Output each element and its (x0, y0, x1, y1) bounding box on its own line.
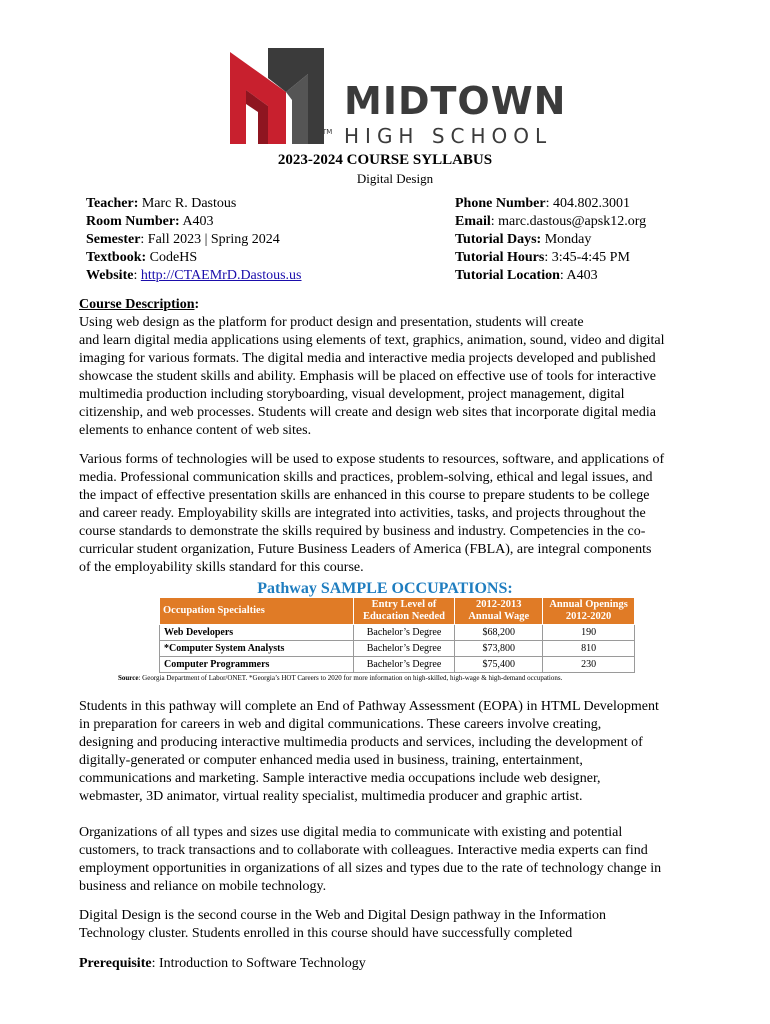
table-cell: Computer Programmers (160, 657, 354, 673)
info-row-email (455, 213, 646, 231)
paragraph-line: showcase the student skills and ability. Emphasis will be placed on effective use of tools for interactive (79, 369, 656, 384)
eopa-paragraph (79, 698, 719, 806)
paragraph-line: Organizations of all types and sizes use digital media to communicate with existing and potential (79, 825, 623, 840)
section-heading-line (79, 296, 719, 314)
paragraph-line: multimedia production including storyboarding, visual development, project management, digital (79, 387, 625, 402)
source-text: : Georgia Department of Labor/ONET. *Georgia’s HOT Careers to 2020 for more information on high-skilled, high-wage & high-demand occupations. (138, 674, 563, 682)
heading-colon: : (194, 297, 200, 312)
pathway-paragraph (79, 907, 719, 943)
paragraph-line: citizenship, and web processes. Students will create and design web sites that incorporate digital media (79, 405, 656, 420)
paragraph-line: employment opportunities in organizations of all sizes and types due to the rate of technology change in (79, 861, 662, 876)
paragraph-line: and career ready. Employability skills are integrated into activities, tasks, and projects throughout the (79, 506, 646, 521)
info-value: : A403 (559, 268, 598, 283)
paragraph-line: Students in this pathway will complete an End of Pathway Assessment (EOPA) in HTML Development (79, 699, 659, 714)
course-description-block (79, 296, 719, 440)
paragraph-line: of the employability skills standard for this course. (79, 560, 364, 575)
logo-trademark: TM (322, 128, 333, 136)
organizations-paragraph (79, 824, 719, 896)
info-label: Tutorial Days: (455, 232, 542, 247)
logo-text-high-school: HIGH SCHOOL (344, 124, 553, 148)
info-row-phone (455, 195, 646, 213)
column-header: Occupation Specialties (160, 598, 354, 625)
paragraph-line: digitally-generated or computer enhanced media used in business, training, entertainment, (79, 753, 583, 768)
table-cell: 190 (543, 625, 635, 641)
paragraph-line: business and reliance on mobile technology. (79, 879, 327, 894)
paragraph-line: elements to enhance content of web sites. (79, 423, 312, 438)
column-header: Entry Level of Education Needed (353, 598, 455, 625)
table-cell: $73,800 (455, 641, 543, 657)
info-row-textbook (86, 249, 302, 267)
table-cell: Bachelor’s Degree (353, 657, 455, 673)
table-row (160, 657, 635, 673)
info-value: Monday (541, 232, 592, 247)
info-value: CodeHS (146, 250, 198, 265)
paragraph-line: Digital Design is the second course in the Web and Digital Design pathway in the Information (79, 908, 606, 923)
table-cell: Bachelor’s Degree (353, 641, 455, 657)
paragraph-line: webmaster, 3D animator, virtual reality specialist, multimedia producer and graphic artist. (79, 789, 583, 804)
logo-text-midtown: MIDTOWN (344, 79, 567, 123)
paragraph-line: the impact of effective presentation skills are enhanced in this course to prepare students to be college (79, 488, 650, 503)
occupations-table (159, 597, 635, 673)
table-header-row (160, 598, 635, 625)
paragraph-line: media. Professional communication skills and practices, problem-solving, ethical and legal issues, and (79, 470, 653, 485)
info-value: : Fall 2023 | Spring 2024 (140, 232, 280, 247)
info-label: Textbook: (86, 250, 147, 265)
paragraph-line: designing and producing interactive multimedia products and services, including the development of (79, 735, 643, 750)
table-cell: Bachelor’s Degree (353, 625, 455, 641)
teacher-info (86, 195, 302, 285)
table-cell: Web Developers (160, 625, 354, 641)
paragraph-line: Various forms of technologies will be used to expose students to resources, software, and applications of (79, 452, 665, 467)
occupations-source-note (118, 674, 562, 683)
info-label: Phone Number (455, 196, 546, 211)
paragraph-line: Technology cluster. Students enrolled in this course should have successfully completed (79, 926, 573, 941)
table-row (160, 625, 635, 641)
info-value: : marc.dastous@apsk12.org (490, 214, 647, 229)
table-cell: 810 (543, 641, 635, 657)
info-row-room (86, 213, 302, 231)
prerequisite-label: Prerequisite (79, 956, 152, 971)
paragraph-line: Using web design as the platform for product design and presentation, students will create (79, 315, 584, 330)
info-label: Email (455, 214, 491, 229)
info-row-tutorial-location (455, 267, 646, 285)
paragraph-line: and learn digital media applications using elements of text, graphics, animation, sound, video and digital (79, 333, 665, 348)
table-cell: 230 (543, 657, 635, 673)
syllabus-title: 2023-2024 COURSE SYLLABUS (277, 152, 493, 168)
course-name: Digital Design (356, 171, 434, 186)
info-label: Tutorial Hours (455, 250, 545, 265)
prerequisite-line (79, 955, 719, 973)
occupations-title: Pathway SAMPLE OCCUPATIONS: (257, 580, 513, 597)
table-cell: $75,400 (455, 657, 543, 673)
source-label: Source (118, 674, 139, 682)
column-header: 2012-2013 Annual Wage (455, 598, 543, 625)
info-label: Tutorial Location (455, 268, 560, 283)
school-logo (228, 44, 568, 148)
paragraph-line: communications and marketing. Sample interactive media occupations include web designer, (79, 771, 601, 786)
prerequisite-row (79, 955, 719, 973)
info-row-semester (86, 231, 302, 249)
info-label: Room Number: (86, 214, 180, 229)
table-cell: $68,200 (455, 625, 543, 641)
paragraph-line: customers, to track transactions and to collaborate with colleagues. Interactive media experts can find (79, 843, 648, 858)
course-description-heading: Course Description (79, 297, 195, 312)
info-value: A403 (179, 214, 214, 229)
info-row-tutorial-days (455, 231, 646, 249)
technologies-paragraph (79, 451, 719, 577)
info-row-tutorial-hours (455, 249, 646, 267)
table-cell: *Computer System Analysts (160, 641, 354, 657)
info-value: Marc R. Dastous (138, 196, 237, 211)
paragraph-line: curricular student organization, Future Business Leaders of America (FBLA), are integral components (79, 542, 652, 557)
info-value: : 404.802.3001 (545, 196, 631, 211)
paragraph-line: in preparation for careers in web and digital communications. These careers involve creating, (79, 717, 602, 732)
prerequisite-value: : Introduction to Software Technology (151, 956, 366, 971)
info-label: Teacher: (86, 196, 139, 211)
column-header: Annual Openings 2012-2020 (543, 598, 635, 625)
info-label: Website (86, 268, 134, 283)
info-label: Semester (86, 232, 141, 247)
info-separator: : (133, 268, 141, 283)
info-value: : 3:45-4:45 PM (544, 250, 630, 265)
info-row-website (86, 267, 302, 285)
paragraph-line: course standards to demonstrate the skills required by business and industry. Competencies in the co- (79, 524, 646, 539)
table-row (160, 641, 635, 657)
contact-info (455, 195, 646, 285)
website-link[interactable]: http://CTAEMrD.Dastous.us (140, 268, 302, 283)
info-row-teacher (86, 195, 302, 213)
paragraph-line: imaging for various formats. The digital media and interactive media projects developed and published (79, 351, 656, 366)
